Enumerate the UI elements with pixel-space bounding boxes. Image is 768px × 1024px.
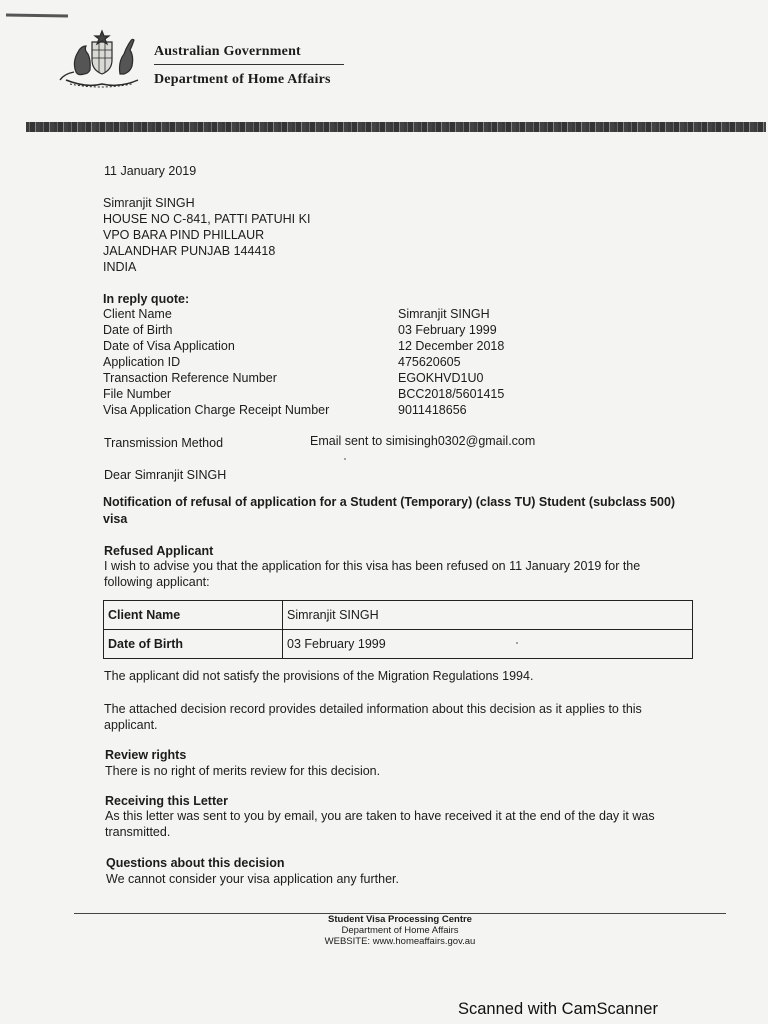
footer-website: WEBSITE: www.homeaffairs.gov.au (324, 936, 476, 947)
header-band (26, 122, 766, 132)
table-label: Date of Birth (104, 630, 283, 659)
footer-department: Department of Home Affairs (341, 925, 459, 936)
reply-quote-value: 9011418656 (398, 403, 467, 417)
transmission-method-label: Transmission Method (104, 436, 224, 450)
receiving-letter-text: As this letter was sent to you by email, you are taken to have received it at the end of the day it was transmitted. (105, 809, 655, 839)
questions-text: We cannot consider your visa application any further. (106, 872, 399, 886)
salutation: Dear Simranjit SINGH (104, 468, 227, 482)
reply-quote-label: Date of Visa Application (103, 339, 235, 353)
letter-subject: Notification of refusal of application for a Student (Temporary) (class TU) Student (subclass 500) visa (103, 495, 676, 526)
scan-speck (516, 642, 518, 644)
table-row (104, 630, 693, 659)
recipient-address (103, 195, 310, 275)
table-label: Client Name (104, 601, 283, 630)
table-row (104, 601, 693, 630)
reply-quote-value: 12 December 2018 (398, 339, 505, 353)
address-line: HOUSE NO C-841, PATTI PATUHI KI (103, 212, 311, 226)
scan-artifact (6, 13, 68, 17)
refused-applicant-heading: Refused Applicant (104, 544, 214, 558)
header-divider (154, 64, 344, 65)
address-line: INDIA (103, 260, 137, 274)
reply-quote-value: Simranjit SINGH (398, 307, 490, 321)
org-name: Australian Government (154, 44, 301, 59)
reply-quote-label: Application ID (103, 355, 181, 369)
letter-date: 11 January 2019 (104, 164, 197, 178)
table-value: Simranjit SINGH (283, 601, 693, 630)
review-rights-heading: Review rights (105, 748, 187, 762)
decision-record-paragraph: The attached decision record provides detailed information about this decision as it applies to this applicant. (104, 702, 642, 732)
reply-quote-label: Transaction Reference Number (103, 371, 277, 385)
address-line: VPO BARA PIND PHILLAUR (103, 228, 265, 242)
footer-centre-name: Student Visa Processing Centre (328, 914, 472, 925)
questions-heading: Questions about this decision (106, 856, 285, 870)
reply-quote-labels (103, 306, 329, 418)
review-rights-text: There is no right of merits review for this decision. (105, 764, 381, 778)
coat-of-arms-icon (58, 28, 144, 90)
address-line: Simranjit SINGH (103, 196, 195, 210)
department-name: Department of Home Affairs (154, 72, 331, 87)
reply-quote-label: Date of Birth (103, 323, 173, 337)
regulations-paragraph: The applicant did not satisfy the provisions of the Migration Regulations 1994. (104, 669, 534, 683)
table-value: 03 February 1999 (283, 630, 693, 659)
scan-speck (344, 458, 346, 460)
transmission-method-value: Email sent to simisingh0302@gmail.com (310, 434, 536, 448)
reply-quote-label: File Number (103, 387, 172, 401)
footer (230, 914, 570, 947)
applicant-table (103, 600, 693, 659)
address-line: JALANDHAR PUNJAB 144418 (103, 244, 276, 258)
reply-quote-value: 03 February 1999 (398, 323, 497, 337)
reply-quote-label: Client Name (103, 307, 172, 321)
reply-quote-value: EGOKHVD1U0 (398, 371, 484, 385)
receiving-letter-heading: Receiving this Letter (105, 794, 228, 808)
reply-quote-value: BCC2018/5601415 (398, 387, 505, 401)
scanner-watermark: Scanned with CamScanner (458, 1000, 658, 1018)
reply-quote-label: Visa Application Charge Receipt Number (103, 403, 330, 417)
reply-quote-value: 475620605 (398, 355, 461, 369)
reply-quote-heading: In reply quote: (103, 292, 190, 306)
refused-applicant-text: I wish to advise you that the application for this visa has been refused on 11 January 2019 for the following applicant: (104, 559, 641, 589)
reply-quote-values (398, 306, 504, 418)
